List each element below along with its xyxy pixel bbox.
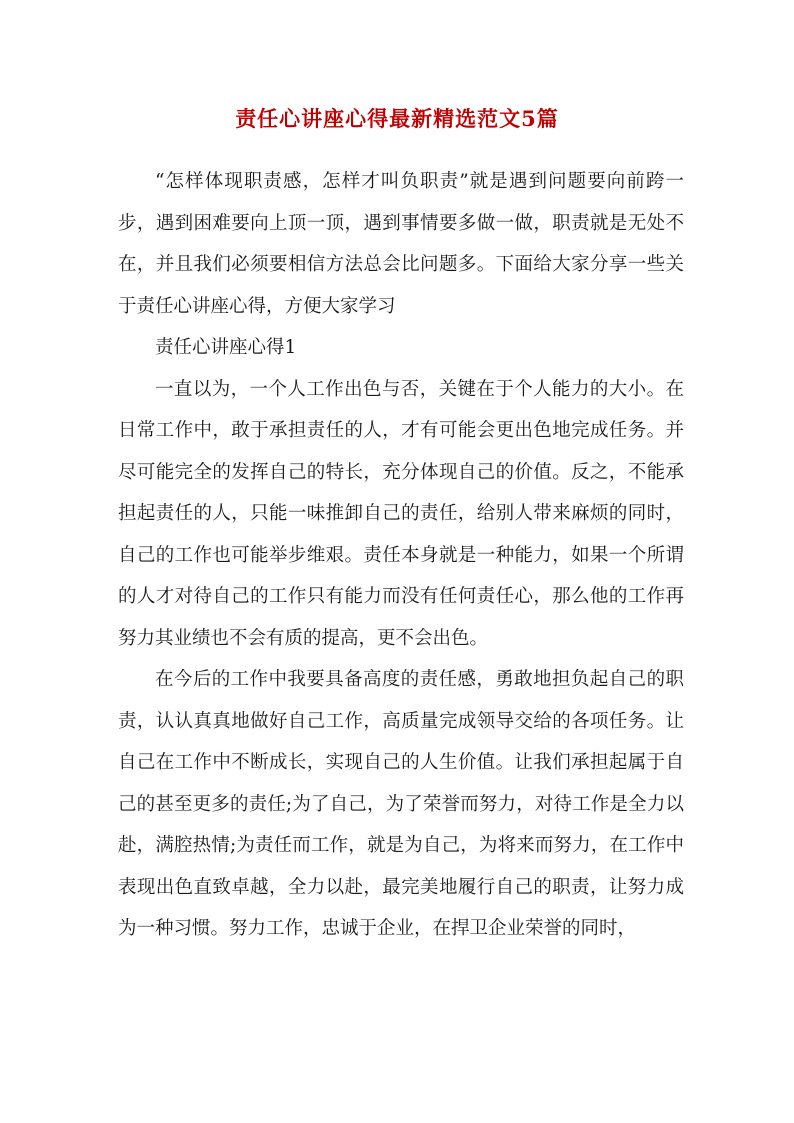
section-heading: 责任心讲座心得1 (155, 337, 297, 358)
body-paragraph-2: 在今后的工作中我要具备高度的责任感，勇敢地担负起自己的职责，认认真真地做好自己工作，高质量完成领导交给的各项任务。让自己在工作中不断成长，实现自己的人生价值。让我们承担起属于自己的甚至更多的责任;为了自己，为了荣誉而努力，对待工作是全力以赴，满腔热情;为责任而工作，就是为自己，为将来而努力，在工作中表现出色直致卓越，全力以赴，最完美地履行自己的职责，让努力成为一种习惯。努力工作，忠诚于企业，在捍卫企业荣誉的同时， (118, 669, 684, 939)
body-paragraph-1: 一直以为，一个人工作出色与否，关键在于个人能力的大小。在日常工作中，敢于承担责任的人，才有可能会更出色地完成任务。并尽可能完全的发挥自己的特长，充分体现自己的价值。反之，不能承担起责任的人，只能一味推卸自己的责任，给别人带来麻烦的同时，自己的工作也可能举步维艰。责任本身就是一种能力，如果一个所谓的人才对待自己的工作只有能力而没有任何责任心，那么他的工作再努力其业绩也不会有质的提高，更不会出色。 (118, 378, 684, 649)
document-title: 责任心讲座心得最新精选范文5篇 (235, 106, 559, 131)
document-body (118, 161, 684, 950)
intro-paragraph: “怎样体现职责感，怎样才叫负职责”就是遇到问题要向前跨一步，遇到困难要向上顶一顶，遇到事情要多做一做，职责就是无处不在，并且我们必须要相信方法总会比问题多。下面给大家分享一些关于责任心讲座心得，方便大家学习 (118, 171, 684, 317)
